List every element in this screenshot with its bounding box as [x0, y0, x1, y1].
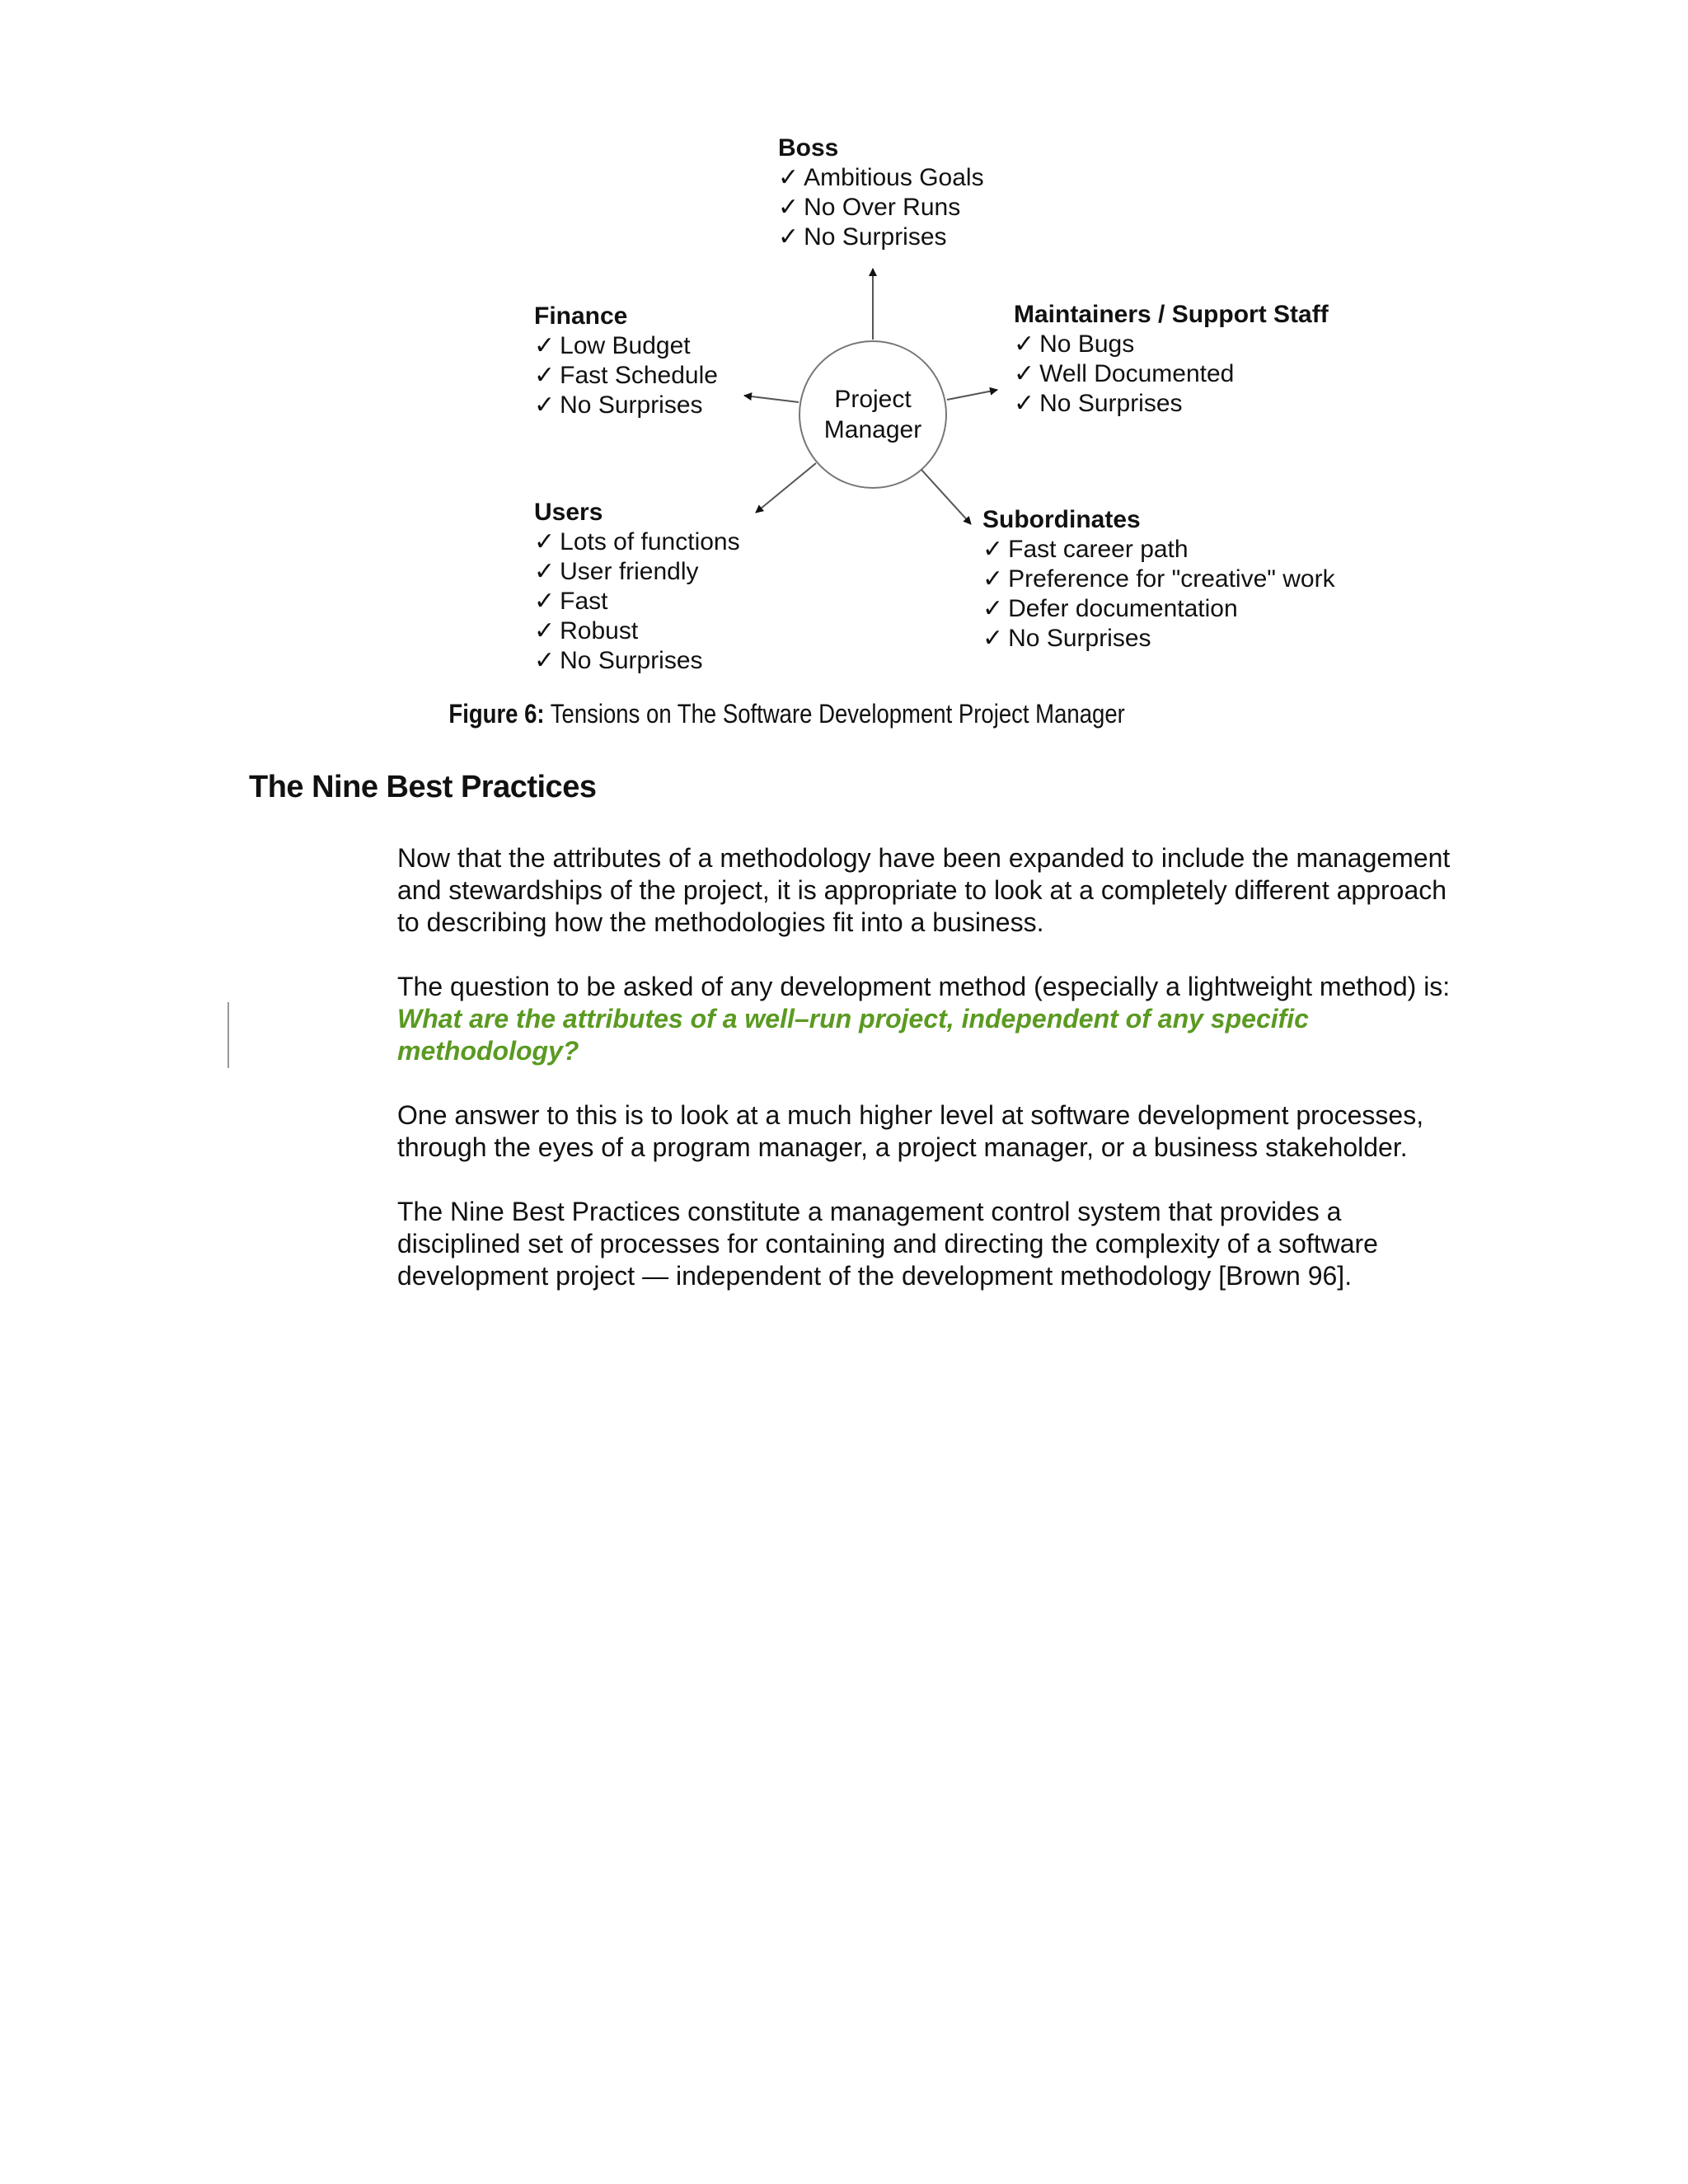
paragraph-4: The Nine Best Practices constitute a management control system that provides a disciplined set of processes for containing and directing the complexity of a software development project — independent of the development methodology [Brown 96].: [397, 1197, 1378, 1291]
check-icon: ✓: [534, 362, 556, 389]
check-icon: ✓: [1014, 330, 1035, 358]
check-icon: ✓: [534, 332, 556, 359]
boss-item: ✓ No Surprises: [778, 223, 947, 251]
arrow-to-maintainers: [947, 390, 997, 400]
finance-item: ✓ Low Budget: [534, 332, 691, 359]
change-bar: [227, 1002, 229, 1068]
section-body: [397, 842, 1452, 1324]
section-heading: The Nine Best Practices: [249, 770, 597, 804]
figure-caption: [0, 699, 1573, 729]
maintainers-item: ✓ No Surprises: [1014, 390, 1183, 417]
project-manager-label: [799, 384, 947, 445]
check-icon: ✓: [982, 536, 1004, 563]
check-icon: ✓: [534, 647, 556, 674]
maintainers-group: [1014, 300, 1329, 419]
check-icon: ✓: [534, 558, 556, 585]
boss-group: [778, 134, 984, 252]
maintainers-title: Maintainers / Support Staff: [1014, 301, 1329, 328]
check-icon: ✓: [778, 164, 799, 191]
check-icon: ✓: [534, 528, 556, 555]
check-icon: ✓: [778, 223, 799, 251]
subordinates-item: ✓ Defer documentation: [982, 595, 1238, 622]
boss-item: ✓ No Over Runs: [778, 194, 961, 221]
project-manager-line2: Manager: [823, 416, 922, 443]
highlighted-question: What are the attributes of a well–run project, independent of any specific methodology?: [397, 1004, 1309, 1066]
maintainers-item: ✓ No Bugs: [1014, 330, 1135, 358]
project-manager-line1: Project: [834, 386, 912, 413]
paragraph-1: Now that the attributes of a methodology have been expanded to include the management and stewardships of the project, it is appropriate to look at a completely different approach to describing how the methodologies fit into a business.: [397, 843, 1451, 937]
paragraph-2-intro: The question to be asked of any development method (especially a lightweight method) is:: [397, 972, 1451, 1001]
boss-title: Boss: [778, 134, 839, 162]
users-group: [534, 498, 740, 676]
paragraph-3: One answer to this is to look at a much higher level at software development processes, through the eyes of a program manager, a project manager, or a business stakeholder.: [397, 1100, 1424, 1162]
users-item: ✓ Lots of functions: [534, 528, 740, 555]
boss-item: ✓ Ambitious Goals: [778, 164, 984, 191]
figure-caption-text: Tensions on The Software Development Project Manager: [544, 699, 1125, 729]
users-item: ✓ No Surprises: [534, 647, 703, 674]
check-icon: ✓: [534, 617, 556, 644]
arrow-to-finance: [744, 396, 799, 402]
figure-caption-label: Figure 6:: [448, 699, 545, 729]
check-icon: ✓: [982, 565, 1004, 593]
arrow-to-users: [756, 463, 816, 513]
check-icon: ✓: [534, 588, 556, 615]
users-item: ✓ Robust: [534, 617, 639, 644]
users-item: ✓ Fast: [534, 588, 608, 615]
paragraph-2: [397, 971, 1452, 1067]
finance-group: [534, 302, 718, 420]
check-icon: ✓: [1014, 360, 1035, 387]
users-item: ✓ User friendly: [534, 558, 699, 585]
maintainers-item: ✓ Well Documented: [1014, 360, 1235, 387]
check-icon: ✓: [982, 625, 1004, 652]
arrow-to-subordinates: [921, 470, 971, 524]
tensions-diagram: [0, 0, 1688, 742]
finance-item: ✓ No Surprises: [534, 391, 703, 419]
subordinates-title: Subordinates: [982, 506, 1141, 533]
check-icon: ✓: [534, 391, 556, 419]
check-icon: ✓: [1014, 390, 1035, 417]
subordinates-item: ✓ Preference for "creative" work: [982, 565, 1335, 593]
subordinates-item: ✓ Fast career path: [982, 536, 1189, 563]
users-title: Users: [534, 499, 603, 526]
finance-title: Finance: [534, 302, 628, 330]
subordinates-group: [982, 505, 1335, 654]
check-icon: ✓: [778, 194, 799, 221]
check-icon: ✓: [982, 595, 1004, 622]
subordinates-item: ✓ No Surprises: [982, 625, 1151, 652]
finance-item: ✓ Fast Schedule: [534, 362, 718, 389]
